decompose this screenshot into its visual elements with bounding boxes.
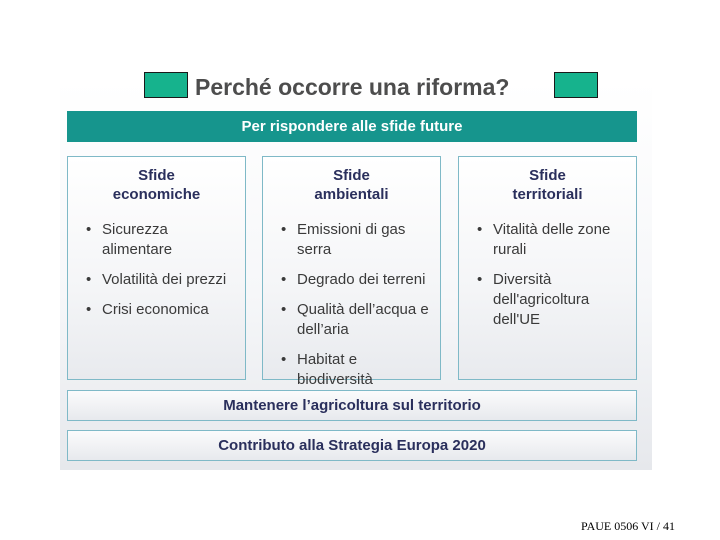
column-environmental-challenges (262, 156, 441, 388)
list-item (86, 270, 241, 290)
list-item-text: Emissioni di gas serra (297, 221, 406, 258)
bullet-icon: • (281, 221, 287, 238)
list-item (477, 270, 632, 330)
bullet-icon: • (477, 271, 483, 288)
list-item (477, 220, 632, 260)
list-item (281, 350, 436, 390)
bullet-icon: • (281, 271, 287, 288)
title-row (0, 70, 720, 104)
list-item-text: Sicurezza alimentare (102, 221, 173, 258)
list-item-text: Crisi economica (102, 301, 209, 318)
bullet-list (263, 220, 440, 390)
list-item-text: Diversità dell'agricoltura dell'UE (493, 271, 590, 328)
slide-title: Perché occorre una riforma? (195, 74, 510, 100)
bullet-icon: • (86, 301, 92, 318)
column-title: Sfide territoriali (512, 167, 583, 203)
column-title: Sfide ambientali (314, 167, 389, 203)
list-item (281, 300, 436, 340)
bullet-icon: • (281, 351, 287, 368)
column-economic-challenges (67, 156, 246, 380)
list-item-text: Volatilità dei prezzi (102, 271, 227, 288)
list-item-text: Vitalità delle zone rurali (493, 221, 611, 258)
page-reference: PAUE 0506 VI / 41 (581, 519, 676, 533)
list-item-text: Qualità dell’acqua e dell’aria (297, 301, 429, 338)
maintain-agriculture-box: Mantenere l’agricoltura sul territorio (67, 390, 637, 421)
list-item (86, 300, 241, 320)
bullet-icon: • (281, 301, 287, 318)
bullet-list (459, 220, 636, 330)
europe-2020-box: Contributo alla Strategia Europa 2020 (67, 430, 637, 461)
bullet-icon: • (477, 221, 483, 238)
banner: Per rispondere alle sfide future (67, 111, 637, 142)
bullet-icon: • (86, 271, 92, 288)
column-title: Sfide economiche (112, 167, 201, 203)
list-item (281, 270, 436, 290)
list-item (281, 220, 436, 260)
bullet-list (68, 220, 245, 320)
decorative-square-left (144, 72, 188, 98)
decorative-square-right (554, 72, 598, 98)
list-item (86, 220, 241, 260)
bullet-icon: • (86, 221, 92, 238)
list-item-text: Habitat e biodiversità (297, 351, 373, 388)
column-territorial-challenges (458, 156, 637, 380)
list-item-text: Degrado dei terreni (297, 271, 426, 288)
